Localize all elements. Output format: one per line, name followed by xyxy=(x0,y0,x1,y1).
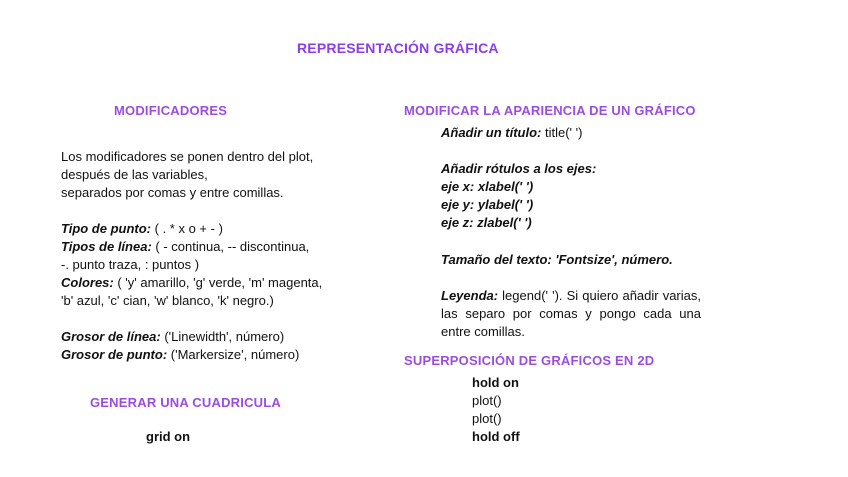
grosor-linea-line xyxy=(61,328,284,346)
tamano-texto-line: Tamaño del texto: 'Fontsize', número. xyxy=(441,252,673,267)
cuadricula-heading: GENERAR UNA CUADRICULA xyxy=(90,395,281,410)
grosor-punto-label: Grosor de punto: xyxy=(61,347,168,362)
titulo-line xyxy=(441,124,582,142)
modificadores-intro-line-3: separados por comas y entre comillas. xyxy=(61,185,284,200)
colores-line-2: 'b' azul, 'c' cian, 'w' blanco, 'k' negro.) xyxy=(61,293,274,308)
plot-line-2: plot() xyxy=(472,411,502,426)
tipos-linea-line-2: -. punto traza, : puntos ) xyxy=(61,257,200,272)
colores-label: Colores: xyxy=(61,275,114,290)
tipos-linea-value: ( - continua, -- discontinua, xyxy=(151,239,310,254)
leyenda-label: Leyenda: xyxy=(441,288,499,303)
colores-value: ( 'y' amarillo, 'g' verde, 'm' magenta, xyxy=(113,275,323,290)
leyenda-paragraph xyxy=(441,287,701,341)
eje-x-line: eje x: xlabel(' ') xyxy=(441,179,534,194)
rotulos-label: Añadir rótulos a los ejes: xyxy=(441,161,597,176)
grosor-punto-value: ('Markersize', número) xyxy=(167,347,300,362)
hold-off-line: hold off xyxy=(472,429,520,444)
titulo-value: title(' ') xyxy=(541,125,583,140)
modificadores-intro-line-1: Los modificadores se ponen dentro del plot, xyxy=(61,149,314,164)
grid-on-command: grid on xyxy=(146,429,191,444)
apariencia-heading: MODIFICAR LA APARIENCIA DE UN GRÁFICO xyxy=(404,103,696,118)
page-title: REPRESENTACIÓN GRÁFICA xyxy=(297,40,499,56)
titulo-label: Añadir un título: xyxy=(441,125,542,140)
colores-line xyxy=(61,274,322,292)
tipos-linea-line xyxy=(61,238,309,256)
plot-line-1: plot() xyxy=(472,393,502,408)
grosor-punto-line xyxy=(61,346,299,364)
grosor-linea-label: Grosor de línea: xyxy=(61,329,161,344)
eje-y-line: eje y: ylabel(' ') xyxy=(441,197,534,212)
tipo-punto-line xyxy=(61,220,223,238)
tipo-punto-value: ( . * x o + - ) xyxy=(151,221,223,236)
superposicion-heading: SUPERPOSICIÓN DE GRÁFICOS EN 2D xyxy=(404,353,655,368)
tipos-linea-label: Tipos de línea: xyxy=(61,239,152,254)
leyenda-text: legend(' '). Si quiero añadir varias, las separo por comas y pongo cada una entre comillas. xyxy=(441,288,701,339)
eje-z-line: eje z: zlabel(' ') xyxy=(441,215,532,230)
modificadores-intro-line-2: después de las variables, xyxy=(61,167,208,182)
hold-on-line: hold on xyxy=(472,375,519,390)
tipo-punto-label: Tipo de punto: xyxy=(61,221,152,236)
grosor-linea-value: ('Linewidth', número) xyxy=(160,329,285,344)
modificadores-heading: MODIFICADORES xyxy=(114,103,228,118)
